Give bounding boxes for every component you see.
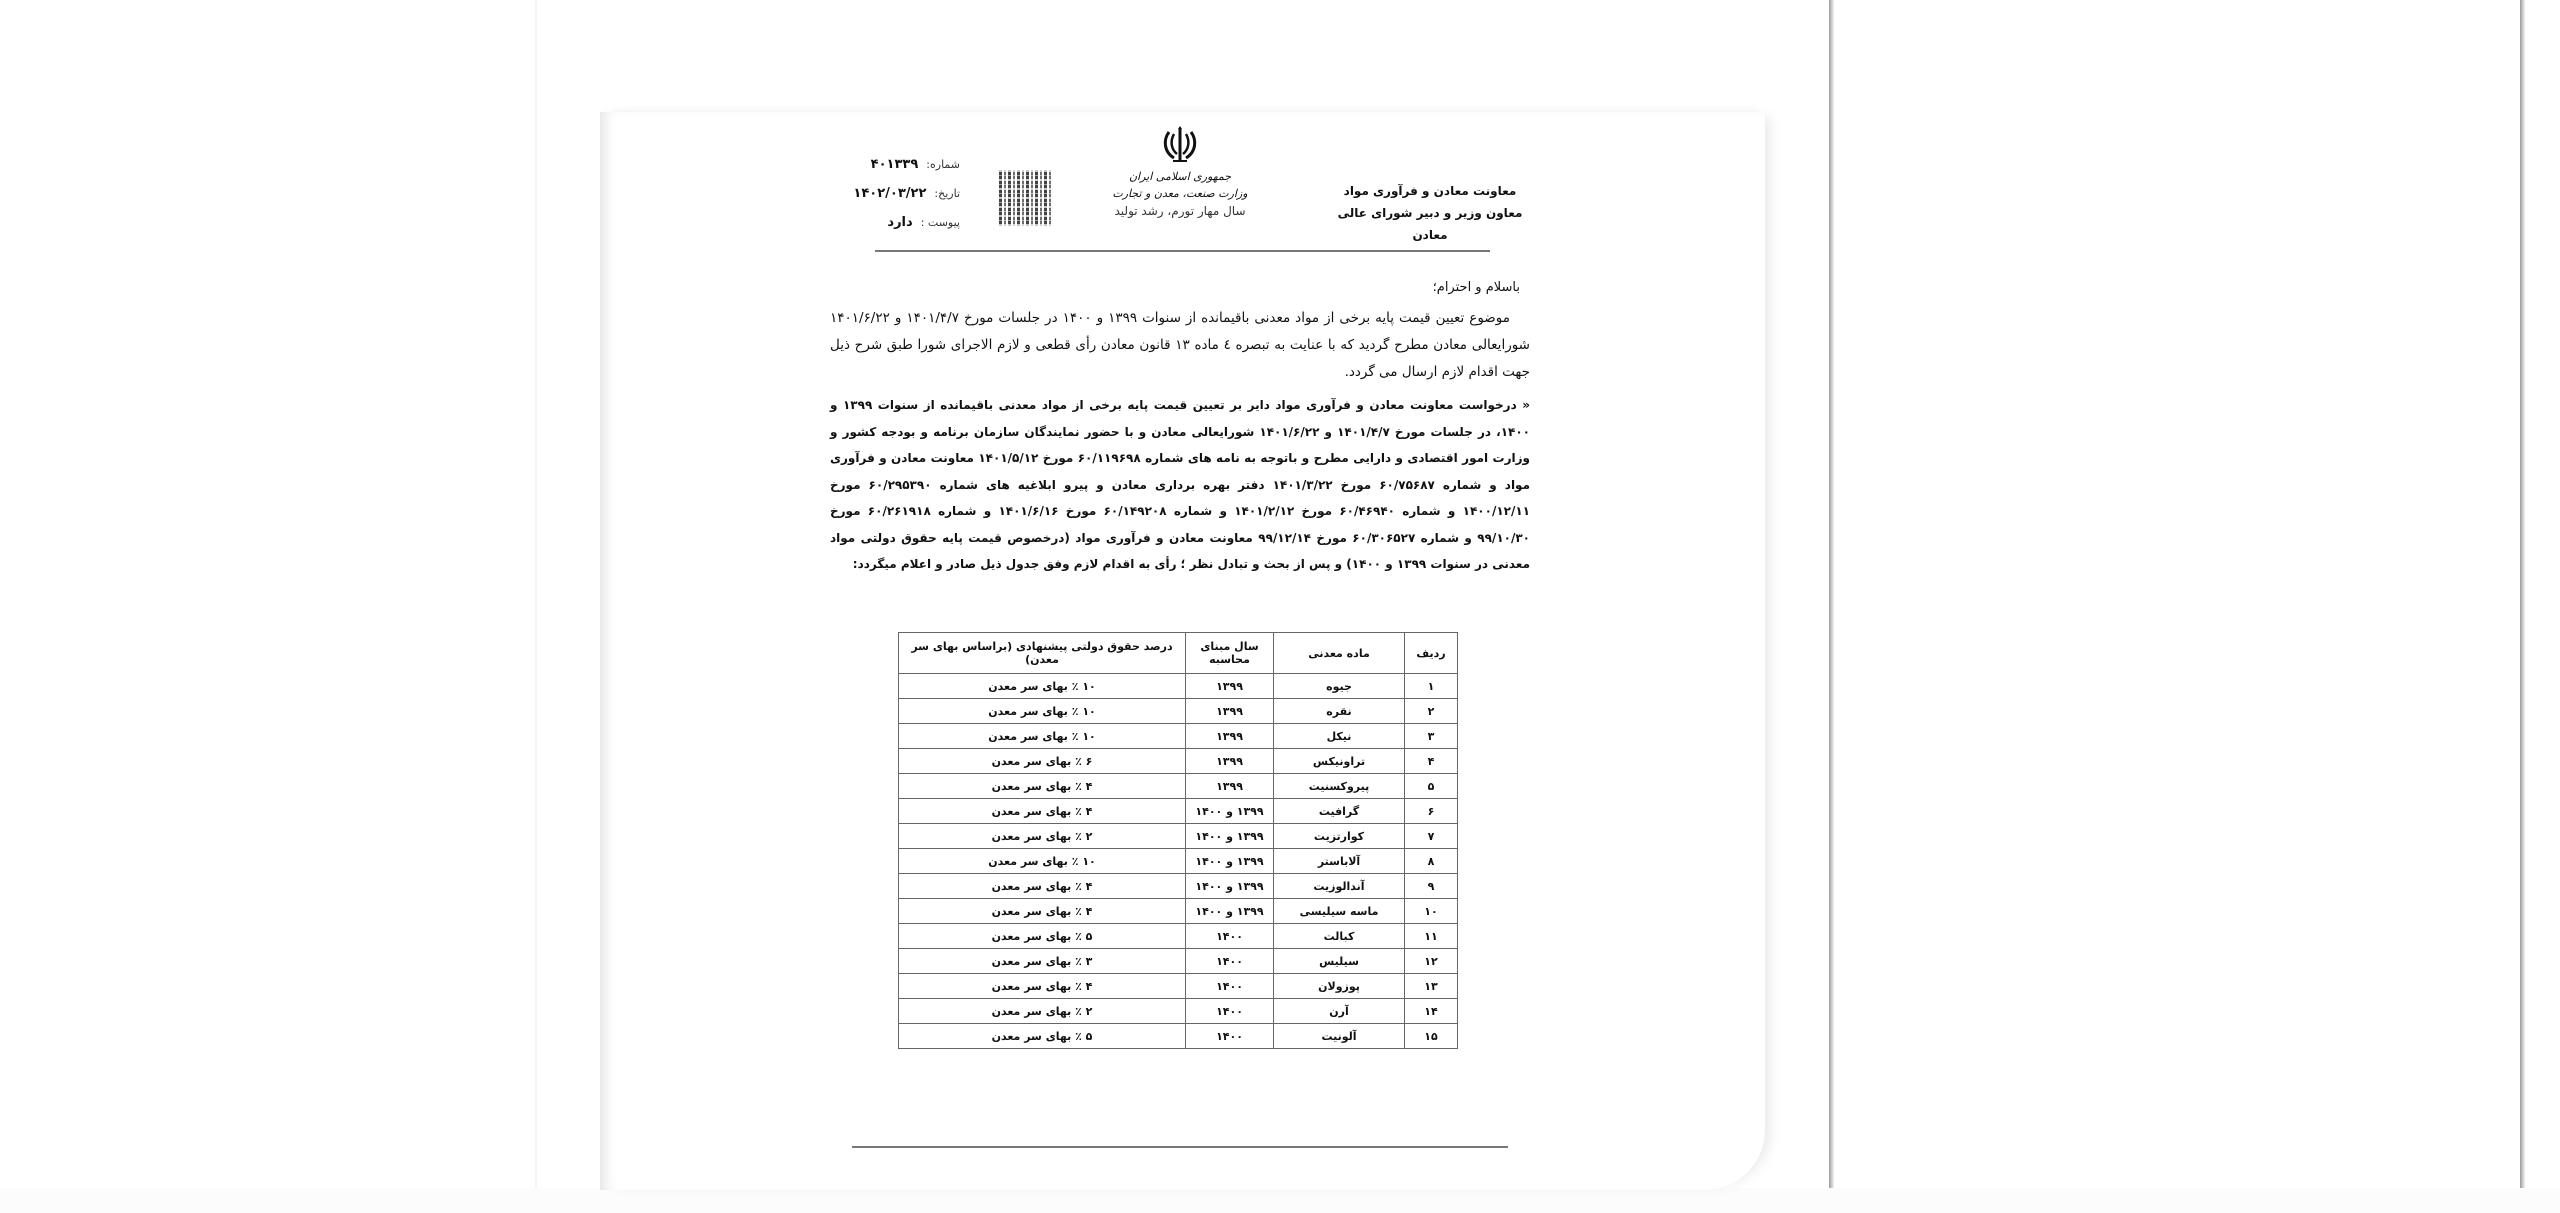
letterhead-center	[1100, 120, 1260, 220]
ministry-title: وزارت صنعت، معدن و تجارت	[1112, 187, 1248, 200]
body-paragraph-1: موضوع تعیین قیمت پایه برخی از مواد معدنی باقیمانده از سنوات ۱۳۹۹ و ۱۴۰۰ در جلسات مورخ ۱۴۰۱/۴/۷ و ۱۴۰۱/۶/۲۲ شورایعالی معادن مطرح گردید که با عنایت به تبصره ٤ ماده ۱۳ قانون معادن رأی قطعی و لازم الاجرای شورا طبق شرح ذیل جهت اقدام لازم ارسال می گردد.	[830, 310, 1530, 380]
department-line-1: معاونت معادن و فرآوری مواد	[1343, 184, 1517, 198]
row-base-year: ۱۳۹۹ و ۱۴۰۰	[1186, 799, 1274, 824]
number-value: ۴۰۱۳۳۹	[870, 157, 919, 172]
row-mineral: سیلیس	[1274, 949, 1405, 974]
table-row	[899, 849, 1458, 874]
row-royalty-rate: ۱۰ ٪ بهای سر معدن	[899, 674, 1186, 699]
row-mineral: آندالوزیت	[1274, 874, 1405, 899]
row-royalty-rate: ۵ ٪ بهای سر معدن	[899, 924, 1186, 949]
row-royalty-rate: ۱۰ ٪ بهای سر معدن	[899, 849, 1186, 874]
letter-number-row	[830, 150, 960, 179]
row-mineral: آلونیت	[1274, 1024, 1405, 1049]
iran-emblem-icon	[1160, 124, 1200, 164]
col-header-year: سال مبنای محاسبه	[1186, 633, 1274, 674]
row-index: ۸	[1405, 849, 1458, 874]
minerals-table	[898, 632, 1458, 1049]
row-royalty-rate: ۴ ٪ بهای سر معدن	[899, 974, 1186, 999]
row-royalty-rate: ۱۰ ٪ بهای سر معدن	[899, 699, 1186, 724]
col-header-mineral: ماده معدنی	[1274, 633, 1405, 674]
table-row	[899, 949, 1458, 974]
table-row	[899, 924, 1458, 949]
letter-date-row	[830, 179, 960, 208]
row-index: ۱۰	[1405, 899, 1458, 924]
row-base-year: ۱۴۰۰	[1186, 974, 1274, 999]
row-index: ۳	[1405, 724, 1458, 749]
row-royalty-rate: ۱۰ ٪ بهای سر معدن	[899, 724, 1186, 749]
table-row	[899, 824, 1458, 849]
table-row	[899, 674, 1458, 699]
panel-divider[interactable]	[1829, 0, 1834, 1188]
row-mineral: جیوه	[1274, 674, 1405, 699]
row-mineral: پوزولان	[1274, 974, 1405, 999]
row-index: ۱	[1405, 674, 1458, 699]
row-royalty-rate: ۳ ٪ بهای سر معدن	[899, 949, 1186, 974]
table-row	[899, 899, 1458, 924]
row-base-year: ۱۴۰۰	[1186, 999, 1274, 1024]
date-value: ۱۴۰۲/۰۳/۲۲	[853, 186, 927, 201]
viewer-left-edge	[535, 0, 537, 1188]
department-block	[1330, 180, 1530, 246]
footer-divider	[852, 1146, 1508, 1148]
row-royalty-rate: ۲ ٪ بهای سر معدن	[899, 824, 1186, 849]
row-mineral: آرن	[1274, 999, 1405, 1024]
row-mineral: پیروکسنیت	[1274, 774, 1405, 799]
attachment-label: پیوست :	[920, 216, 960, 229]
table-header-row	[899, 633, 1458, 674]
date-label: تاریخ:	[934, 187, 960, 200]
row-mineral: نیکل	[1274, 724, 1405, 749]
row-mineral: نقره	[1274, 699, 1405, 724]
row-base-year: ۱۳۹۹	[1186, 724, 1274, 749]
table-row	[899, 1024, 1458, 1049]
row-base-year: ۱۴۰۰	[1186, 949, 1274, 974]
row-base-year: ۱۳۹۹	[1186, 749, 1274, 774]
row-royalty-rate: ۵ ٪ بهای سر معدن	[899, 1024, 1186, 1049]
row-index: ۵	[1405, 774, 1458, 799]
row-base-year: ۱۳۹۹ و ۱۴۰۰	[1186, 824, 1274, 849]
row-base-year: ۱۴۰۰	[1186, 924, 1274, 949]
row-index: ۹	[1405, 874, 1458, 899]
panel-divider-right[interactable]	[2520, 0, 2525, 1188]
header-divider	[875, 250, 1490, 252]
row-base-year: ۱۳۹۹	[1186, 674, 1274, 699]
row-mineral: آلاباستر	[1274, 849, 1405, 874]
table-row	[899, 999, 1458, 1024]
row-mineral: کبالت	[1274, 924, 1405, 949]
table-row	[899, 799, 1458, 824]
row-royalty-rate: ۴ ٪ بهای سر معدن	[899, 774, 1186, 799]
col-header-index: ردیف	[1405, 633, 1458, 674]
row-index: ۶	[1405, 799, 1458, 824]
attachment-value: دارد	[887, 215, 913, 230]
row-base-year: ۱۳۹۹	[1186, 774, 1274, 799]
row-index: ۱۴	[1405, 999, 1458, 1024]
row-mineral: ماسه سیلیسی	[1274, 899, 1405, 924]
row-index: ۱۵	[1405, 1024, 1458, 1049]
table-row	[899, 699, 1458, 724]
row-royalty-rate: ۴ ٪ بهای سر معدن	[899, 874, 1186, 899]
number-label: شماره:	[926, 158, 960, 171]
row-base-year: ۱۴۰۰	[1186, 1024, 1274, 1049]
salutation: باسلام و احترام؛	[1432, 280, 1520, 295]
row-base-year: ۱۳۹۹ و ۱۴۰۰	[1186, 899, 1274, 924]
row-index: ۱۱	[1405, 924, 1458, 949]
table-row	[899, 749, 1458, 774]
row-base-year: ۱۳۹۹	[1186, 699, 1274, 724]
table-row	[899, 774, 1458, 799]
row-index: ۷	[1405, 824, 1458, 849]
table-row	[899, 974, 1458, 999]
table-row	[899, 724, 1458, 749]
row-royalty-rate: ۴ ٪ بهای سر معدن	[899, 899, 1186, 924]
table-row	[899, 874, 1458, 899]
letter-attachment-row	[830, 208, 960, 237]
body-paragraph-2: « درخواست معاونت معادن و فرآوری مواد دایر بر تعیین قیمت پایه برخی از مواد معدنی باقیمانده از سنوات ۱۳۹۹ و ۱۴۰۰، در جلسات مورخ ۱۴۰۱/۴/۷ و ۱۴۰۱/۶/۲۲ شورایعالی معادن و با حضور نمایندگان سازمان برنامه و بودجه کشور و وزارت امور اقتصادی و دارایی مطرح و باتوجه به نامه های شماره ۶۰/۱۱۹۶۹۸ مورخ ۱۴۰۱/۵/۱۲ معاونت معادن و فرآوری مواد و شماره ۶۰/۷۵۶۸۷ مورخ ۱۴۰۱/۳/۲۲ دفتر بهره برداری معادن و پیرو ابلاغیه های شماره ۶۰/۲۹۵۳۹۰ مورخ ۱۴۰۰/۱۲/۱۱ و شماره ۶۰/۴۶۹۴۰ مورخ ۱۴۰۱/۲/۱۲ و شماره ۶۰/۱۴۹۲۰۸ مورخ ۱۴۰۱/۶/۱۶ و شماره ۶۰/۲۶۱۹۱۸ مورخ ۹۹/۱۰/۳۰ و شماره ۶۰/۳۰۶۵۲۷ مورخ ۹۹/۱۲/۱۴ معاونت معادن و فرآوری مواد (درخصوص قیمت پایه حقوق دولتی مواد معدنی در سنوات ۱۳۹۹ و ۱۴۰۰) و پس از بحث و تبادل نظر ؛ رأی به اقدام لازم وفق جدول ذیل صادر و اعلام میگردد:	[830, 398, 1531, 571]
row-base-year: ۱۳۹۹ و ۱۴۰۰	[1186, 874, 1274, 899]
col-header-rate: درصد حقوق دولتی پیشنهادی (براساس بهای سر معدن)	[899, 633, 1186, 674]
qr-code-icon	[999, 170, 1053, 226]
row-mineral: کوارتزیت	[1274, 824, 1405, 849]
department-line-2: معاون وزیر و دبیر شورای عالی معادن	[1337, 206, 1523, 242]
row-index: ۲	[1405, 699, 1458, 724]
row-index: ۱۲	[1405, 949, 1458, 974]
row-mineral: گرافیت	[1274, 799, 1405, 824]
row-royalty-rate: ۲ ٪ بهای سر معدن	[899, 999, 1186, 1024]
letter-meta	[830, 150, 960, 237]
row-index: ۱۳	[1405, 974, 1458, 999]
year-slogan: سال مهار تورم، رشد تولید	[1114, 204, 1246, 218]
viewer-bottom-strip	[0, 1188, 2560, 1213]
republic-title: جمهوری اسلامی ایران	[1128, 170, 1232, 183]
row-mineral: تراونیکس	[1274, 749, 1405, 774]
row-royalty-rate: ۴ ٪ بهای سر معدن	[899, 799, 1186, 824]
row-base-year: ۱۳۹۹ و ۱۴۰۰	[1186, 849, 1274, 874]
row-index: ۴	[1405, 749, 1458, 774]
official-letter	[830, 120, 1530, 1180]
row-royalty-rate: ۶ ٪ بهای سر معدن	[899, 749, 1186, 774]
